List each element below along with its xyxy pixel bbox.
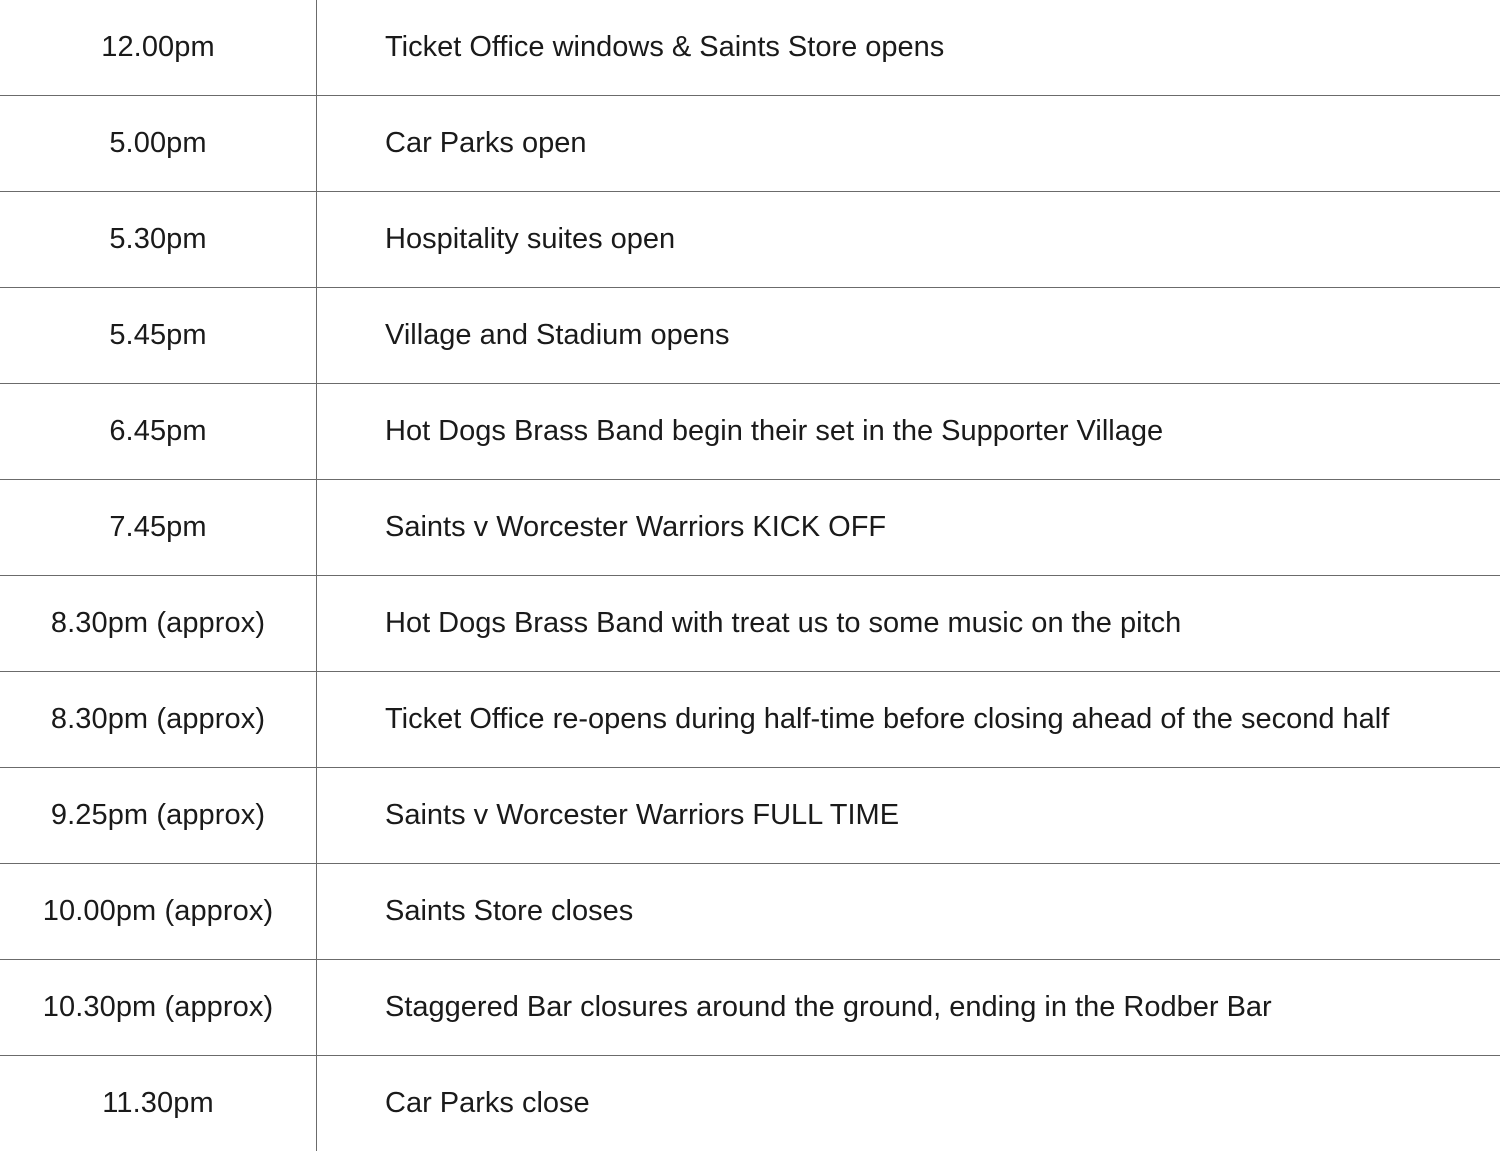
event-cell: Staggered Bar closures around the ground, ending in the Rodber Bar — [385, 991, 1272, 1023]
table-row — [0, 576, 1500, 671]
table-row — [0, 768, 1500, 863]
table-row — [0, 96, 1500, 191]
time-cell: 12.00pm — [101, 31, 215, 63]
time-cell: 5.00pm — [109, 127, 207, 159]
table-row — [0, 384, 1500, 479]
table-row — [0, 192, 1500, 287]
table-row — [0, 1056, 1500, 1151]
time-cell: 10.00pm (approx) — [42, 895, 274, 927]
event-cell: Car Parks close — [385, 1087, 590, 1119]
event-cell: Ticket Office re-opens during half-time before closing ahead of the second half — [385, 703, 1390, 735]
table-row — [0, 864, 1500, 959]
time-cell: 7.45pm — [109, 511, 207, 543]
event-cell: Village and Stadium opens — [385, 319, 730, 351]
event-cell: Ticket Office windows & Saints Store opens — [385, 31, 945, 63]
time-cell: 8.30pm (approx) — [50, 703, 266, 735]
time-cell: 11.30pm — [102, 1087, 214, 1119]
time-cell: 5.30pm — [109, 223, 207, 255]
event-cell: Hot Dogs Brass Band begin their set in the Supporter Village — [385, 415, 1164, 447]
time-cell: 9.25pm (approx) — [50, 799, 266, 831]
table-row — [0, 480, 1500, 575]
event-cell: Hospitality suites open — [385, 223, 676, 255]
table-row — [0, 288, 1500, 383]
time-cell: 6.45pm — [109, 415, 207, 447]
table-row — [0, 672, 1500, 767]
event-cell: Saints v Worcester Warriors FULL TIME — [385, 799, 900, 831]
time-cell: 5.45pm — [109, 319, 207, 351]
event-cell: Hot Dogs Brass Band with treat us to some music on the pitch — [385, 607, 1182, 639]
event-cell: Saints v Worcester Warriors KICK OFF — [385, 511, 887, 543]
event-cell: Saints Store closes — [385, 895, 634, 927]
time-cell: 8.30pm (approx) — [50, 607, 266, 639]
table-row — [0, 0, 1500, 95]
table-row — [0, 960, 1500, 1055]
event-cell: Car Parks open — [385, 127, 587, 159]
time-cell: 10.30pm (approx) — [42, 991, 274, 1023]
